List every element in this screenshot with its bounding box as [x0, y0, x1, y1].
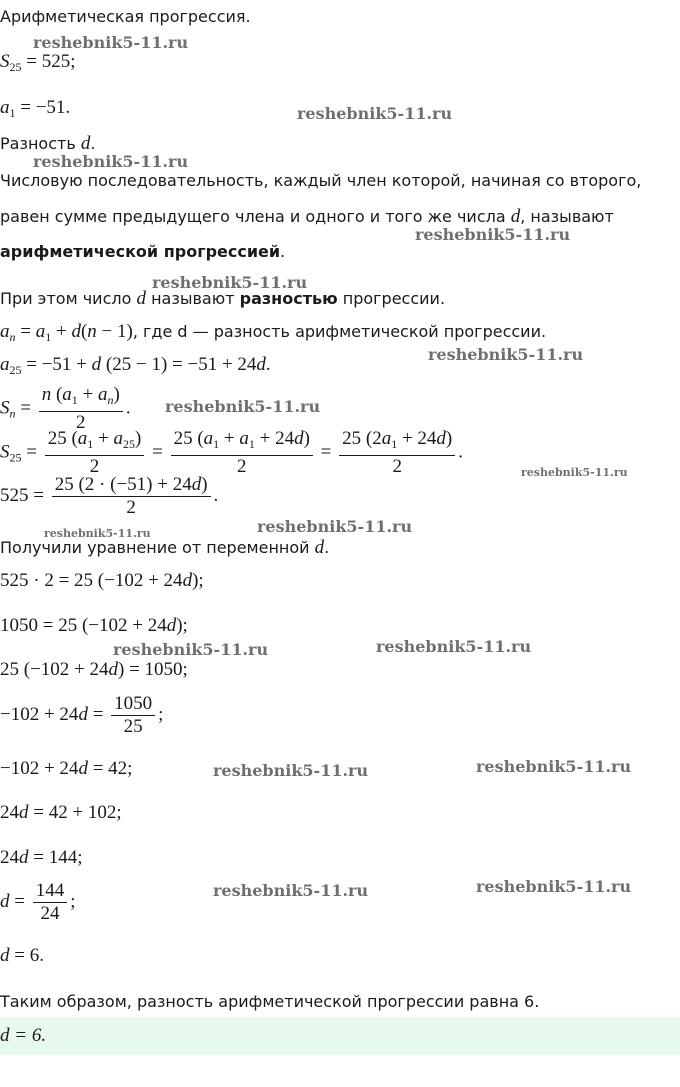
- step-4: −102 + 24d = $\frac{1050}{25}$ ;: [0, 693, 164, 737]
- step-3: 25 (−102 + 24d) = 1050;: [0, 659, 188, 680]
- definition-line-2-start: равен сумме предыдущего члена и одного и того же числа: [0, 207, 506, 226]
- watermark: reshebnik5-11.ru: [213, 761, 369, 780]
- difference-mid: называют: [151, 289, 235, 308]
- formula-a25: $a_{25} = -51 + d$ (25 − 1) = −51 + 24d.: [0, 354, 271, 377]
- step-1: 525 · 2 = 25 (−102 + 24d);: [0, 570, 204, 591]
- given-a1: $a_1 = -51$.: [0, 97, 71, 120]
- watermark: reshebnik5-11.ru: [213, 881, 369, 900]
- watermark: reshebnik5-11.ru: [521, 466, 628, 479]
- watermark: reshebnik5-11.ru: [113, 640, 269, 659]
- watermark: reshebnik5-11.ru: [476, 757, 632, 776]
- step-8: d = $\frac{144}{24}$ ;: [0, 880, 76, 924]
- difference-start: При этом число: [0, 289, 132, 308]
- step-7: 24d = 144;: [0, 847, 83, 868]
- watermark: reshebnik5-11.ru: [165, 397, 321, 416]
- formula-s25: $S_{25}$ = $\frac{25 (a_1 + a_{25})}{2}$ = $\frac{25 (a_1 + a_1 + 24d)}{2}$ = $\frac{25 (2a_1 + 24d)}{2}$ .: [0, 428, 463, 477]
- watermark: reshebnik5-11.ru: [376, 637, 532, 656]
- difference-term: разностью: [239, 289, 338, 308]
- watermark: reshebnik5-11.ru: [33, 152, 189, 171]
- title: Арифметическая прогрессия.: [0, 7, 251, 26]
- answer: d = 6.: [0, 1025, 47, 1046]
- watermark: reshebnik5-11.ru: [476, 877, 632, 896]
- find-line: Разность d.: [0, 133, 96, 154]
- watermark: reshebnik5-11.ru: [44, 527, 151, 540]
- formula-sn: $S_n$ = $\frac{n (a_1 + a_n)}{2}$ .: [0, 384, 131, 433]
- find-label: Разность: [0, 134, 76, 153]
- watermark: reshebnik5-11.ru: [415, 225, 571, 244]
- conclusion: Таким образом, разность арифметической прогрессии равна 6.: [0, 992, 540, 1011]
- definition-term-line: арифметической прогрессией.: [0, 242, 286, 261]
- watermark: reshebnik5-11.ru: [257, 517, 413, 536]
- definition-line-2: равен сумме предыдущего члена и одного и того же числа d, называют: [0, 206, 614, 227]
- answer-box: [0, 1017, 680, 1055]
- watermark: reshebnik5-11.ru: [297, 104, 453, 123]
- equation-intro: Получили уравнение от переменной d.: [0, 537, 330, 558]
- difference-end: прогрессии.: [342, 289, 446, 308]
- watermark: reshebnik5-11.ru: [428, 345, 584, 364]
- given-s25: $S_{25} = 525$;: [0, 51, 76, 74]
- watermark: reshebnik5-11.ru: [152, 273, 308, 292]
- difference-definition: При этом число d называют разностью прогрессии.: [0, 288, 446, 309]
- step-5: −102 + 24d = 42;: [0, 758, 133, 779]
- equation-525: 525 = $\frac{25 (2 \cdot (-51) + 24d)}{2}$ .: [0, 474, 219, 518]
- formula-an: $a_n = a_1 + d(n - 1)$, где d — разность арифметической прогрессии.: [0, 321, 547, 344]
- watermark: reshebnik5-11.ru: [33, 33, 189, 52]
- step-9: d = 6.: [0, 945, 44, 966]
- step-2: 1050 = 25 (−102 + 24d);: [0, 615, 188, 636]
- find-variable: d: [80, 133, 91, 154]
- equation-intro-text: Получили уравнение от переменной: [0, 538, 310, 557]
- definition-line-2-end: , называют: [520, 207, 614, 226]
- definition-term: арифметической прогрессией: [0, 242, 281, 261]
- formula-an-note: , где d — разность арифметической прогрессии.: [132, 322, 547, 341]
- step-6: 24d = 42 + 102;: [0, 802, 122, 823]
- definition-line-1: Числовую последовательность, каждый член которой, начиная со второго,: [0, 171, 642, 190]
